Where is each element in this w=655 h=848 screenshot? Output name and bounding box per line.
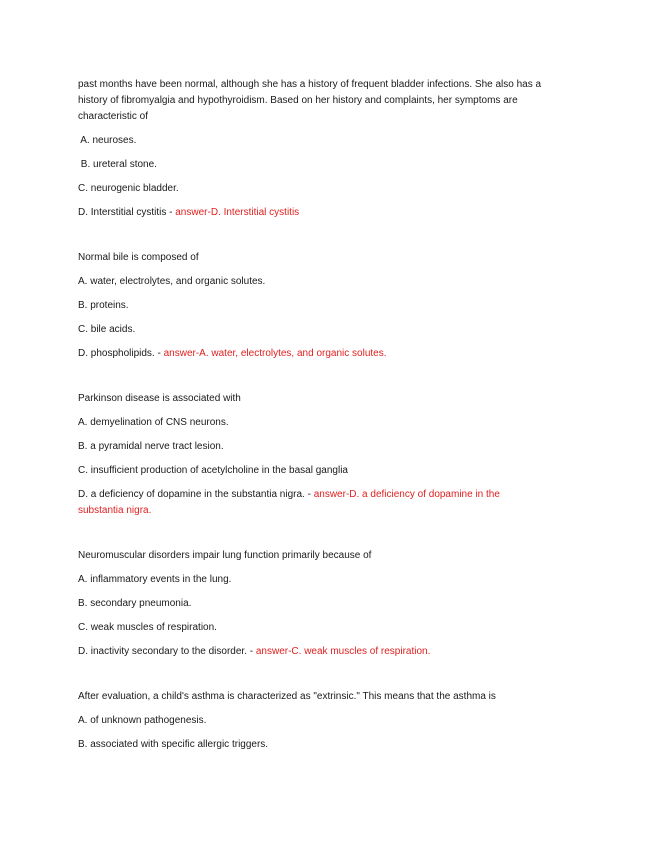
answer-option: B. proteins. <box>78 300 129 311</box>
answer-option: A. demyelination of CNS neurons. <box>78 417 229 428</box>
answer-option: A. water, electrolytes, and organic solutes. <box>78 276 266 287</box>
question-stem: Normal bile is composed of <box>78 252 199 263</box>
answer-option <box>78 644 583 660</box>
correct-answer: answer-D. a deficiency of dopamine in the <box>313 489 500 500</box>
answer-option: B. secondary pneumonia. <box>78 598 192 609</box>
answer-option <box>78 205 583 221</box>
correct-answer: answer-D. Interstitial cystitis <box>175 207 300 218</box>
answer-option: A. of unknown pathogenesis. <box>78 715 207 726</box>
correct-answer-continued: substantia nigra. <box>78 505 152 516</box>
answer-option: C. neurogenic bladder. <box>78 183 179 194</box>
option-text: D. a deficiency of dopamine in the substantia nigra. - <box>78 489 314 500</box>
question-stem: After evaluation, a child's asthma is characterized as "extrinsic." This means that the asthma is <box>78 691 496 702</box>
answer-option <box>78 346 583 362</box>
question-stem: Neuromuscular disorders impair lung function primarily because of <box>78 550 372 561</box>
option-text: D. phospholipids. - <box>78 348 164 359</box>
answer-option-continued <box>78 503 583 519</box>
question-stem-line: characteristic of <box>78 111 149 122</box>
question-stem: Parkinson disease is associated with <box>78 393 241 404</box>
answer-option: C. weak muscles of respiration. <box>78 622 217 633</box>
option-text: D. inactivity secondary to the disorder. - <box>78 646 256 657</box>
answer-option: B. a pyramidal nerve tract lesion. <box>78 441 224 452</box>
answer-option <box>78 487 583 503</box>
option-text: D. Interstitial cystitis - <box>78 207 176 218</box>
answer-option: A. neuroses. <box>78 135 137 146</box>
question-stem-line: past months have been normal, although she has a history of frequent bladder infections. She also has a <box>78 79 542 90</box>
document-page <box>78 77 583 753</box>
answer-option: B. associated with specific allergic triggers. <box>78 739 269 750</box>
answer-option: A. inflammatory events in the lung. <box>78 574 232 585</box>
answer-option: B. ureteral stone. <box>78 159 157 170</box>
correct-answer: answer-C. weak muscles of respiration. <box>255 646 431 657</box>
correct-answer: answer-A. water, electrolytes, and organic solutes. <box>163 348 387 359</box>
question-stem-line: history of fibromyalgia and hypothyroidism. Based on her history and complaints, her symptoms are <box>78 95 518 106</box>
answer-option: C. insufficient production of acetylcholine in the basal ganglia <box>78 465 348 476</box>
answer-option: C. bile acids. <box>78 324 136 335</box>
